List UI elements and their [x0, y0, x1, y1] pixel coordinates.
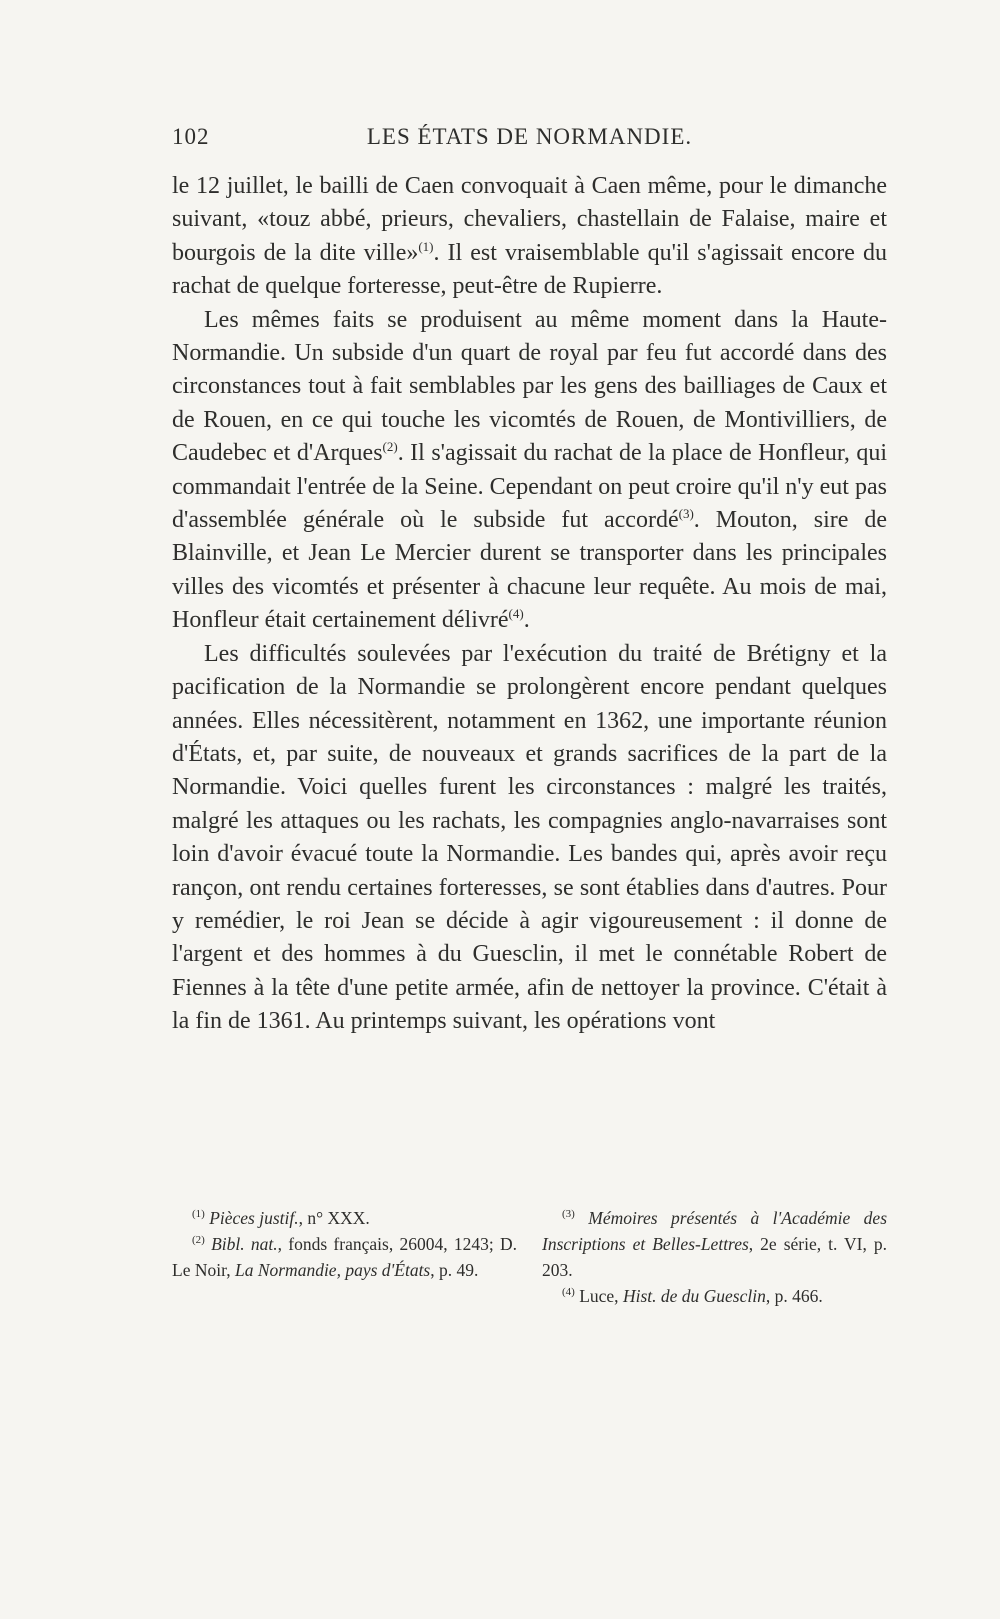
footnote-2-italic-2: La Normandie, pays d'États: [234, 1260, 431, 1280]
paragraph-2-text-d: .: [523, 607, 530, 634]
footnote-ref-3[interactable]: (3): [678, 506, 694, 522]
paragraph-2-text-a: Les mêmes faits se produisent au même moment dans la Haute-Normandie. Un subside d'un quart de royal par feu fut accordé dans des circonstances tout à fait semblables par les gens des bailliages de Caux et de Rouen, en ce qui touche les vicomtés de Rouen, de Montivilliers, de Caudebec et d'Arques: [172, 306, 887, 467]
footnote-2-italic-1: Bibl. nat.: [211, 1234, 278, 1254]
footnote-2-text-1: , fonds français, 26004, 1243; D. Le Noir,: [172, 1234, 517, 1280]
paragraph-2-text-b: . Il s'agissait du rachat de la place de Honfleur, qui commandait l'entrée de la Seine. Cependant on peut croire qu'il n'y eut pas d'assemblée générale où le subside fut accordé: [172, 440, 887, 534]
footnote-4-text-1: Luce,: [579, 1286, 623, 1306]
running-title: LES ÉTATS DE NORMANDIE.: [366, 124, 693, 149]
footnote-1: [172, 1205, 517, 1231]
running-head: [172, 124, 887, 154]
footnote-ref-1[interactable]: (1): [418, 238, 434, 254]
footnote-2-mark: (2): [192, 1234, 205, 1246]
footnote-1-mark: (1): [192, 1208, 205, 1220]
paragraph-2-text-c: . Mouton, sire de Blainville, et Jean Le Mercier durent se transporter dans les principales villes des vicomtés et présenter à chacune leur requête. Au mois de mai, Honfleur était certainement délivré: [172, 507, 887, 634]
footnote-4-rest: , p. 466.: [765, 1286, 823, 1306]
footnote-1-rest: , n° XXX.: [298, 1208, 370, 1228]
paragraph-2: [172, 304, 887, 638]
footnote-1-italic: Pièces justif.: [209, 1208, 299, 1228]
paragraph-1-text-a: le 12 juillet, le bailli de Caen convoquait à Caen même, pour le dimanche suivant, «touz abbé, prieurs, chevaliers, chastellain de Falaise, maire et bourgois de la dite ville»: [172, 173, 887, 266]
page-number: 102: [172, 124, 210, 149]
footnote-4-italic: Hist. de du Guesclin: [622, 1286, 766, 1306]
footnote-4-mark: (4): [562, 1286, 575, 1298]
paragraph-1-text-b: . Il est vraisemblable qu'il s'agissait encore du rachat de quelque forteresse, peut-être de Rupierre.: [172, 239, 887, 300]
footnote-3: [542, 1205, 887, 1283]
paragraph-1: [172, 170, 887, 304]
footnote-ref-2[interactable]: (2): [382, 439, 398, 455]
footnote-2-text-2: , p. 49.: [430, 1260, 479, 1280]
paragraph-3: Les difficultés soulevées par l'exécution du traité de Brétigny et la pacification de la Normandie se prolongèrent encore pendant quelques années. Elles nécessitèrent, notamment en 1362, une importante réunion d'États, et, par suite, de nouveaux et grands sacrifices de la part de la Normandie. Voici quelles furent les circonstances : malgré les traités, malgré les attaques ou les rachats, les compagnies anglo-navarraises sont loin d'avoir évacué toute la Normandie. Les bandes qui, après avoir reçu rançon, ont rendu certaines forteresses, se sont établies dans d'autres. Pour y remédier, le roi Jean se décide à agir vigoureusement : il donne de l'argent et des hommes à du Guesclin, il met le connétable Robert de Fiennes à la tête d'une petite armée, afin de nettoyer la province. C'était à la fin de 1361. Au printemps suivant, les opérations vont: [172, 640, 887, 1035]
footnote-3-mark: (3): [562, 1208, 575, 1220]
footnote-3-italic: Mémoires présentés à l'Académie des Inscriptions et Belles-Lettres: [542, 1208, 888, 1254]
footnote-3-rest: , 2e série, t. VI, p. 203.: [542, 1234, 887, 1280]
footnote-2: [172, 1231, 517, 1283]
main-text: [172, 170, 887, 1039]
footnotes-left-column: [172, 1205, 517, 1309]
footnotes: [172, 1205, 887, 1309]
footnote-4: [542, 1283, 887, 1309]
footnote-ref-4[interactable]: (4): [508, 606, 524, 622]
footnotes-right-column: [542, 1205, 887, 1309]
